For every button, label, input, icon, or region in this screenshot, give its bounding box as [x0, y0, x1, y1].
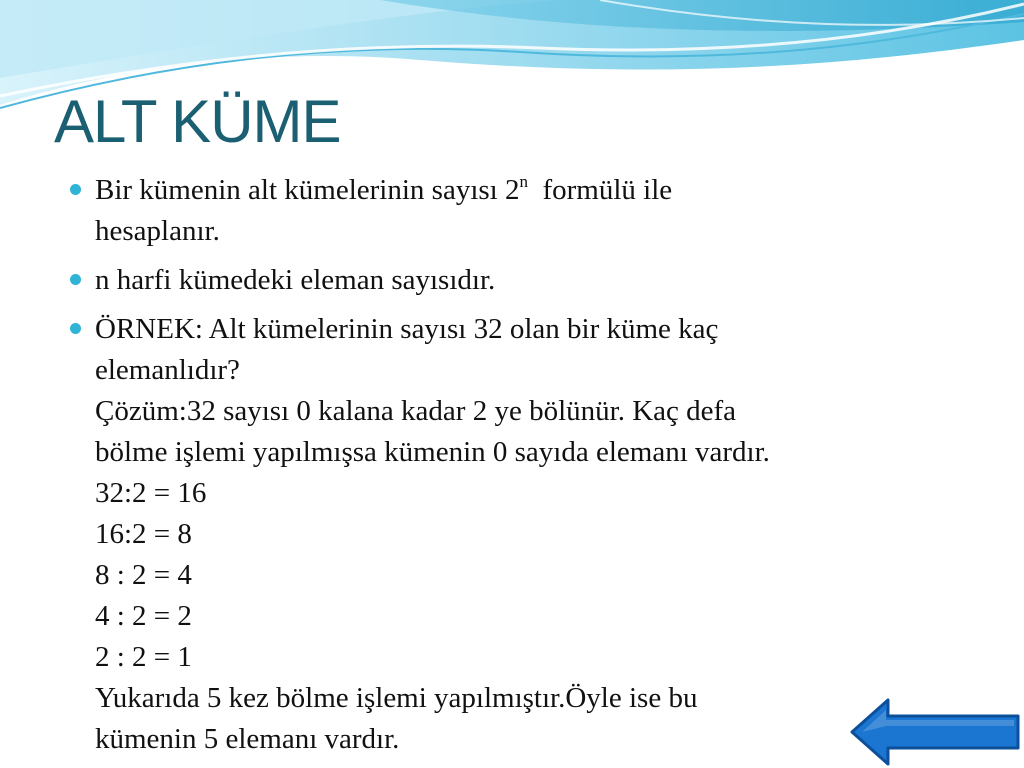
slide-body [70, 170, 950, 768]
bullet-text-line: n harfi kümedeki eleman sayısıdır. [95, 264, 496, 296]
division-step: 4 : 2 = 2 [95, 600, 192, 632]
bullet-text-line: hesaplanır. [95, 215, 220, 247]
bullet-item-example [70, 309, 950, 760]
bullet-icon [70, 274, 81, 285]
slide-title: ALT KÜME [54, 88, 341, 155]
bullet-item [70, 260, 950, 301]
superscript-exponent: n [519, 172, 528, 191]
division-step: 2 : 2 = 1 [95, 641, 192, 673]
bullet-item [70, 170, 950, 252]
conclusion-line: kümenin 5 elemanı vardır. [95, 723, 400, 755]
bullet-icon [70, 323, 81, 334]
bullet-text-line [95, 170, 950, 211]
division-step: 16:2 = 8 [95, 518, 192, 550]
bullet-text: Bir kümenin alt kümelerinin sayısı 2 [95, 174, 520, 206]
bullet-text: formülü ile [527, 174, 673, 206]
solution-line: bölme işlemi yapılmışsa kümenin 0 sayıda elemanı vardır. [95, 436, 770, 468]
example-question-line: ÖRNEK: Alt kümelerinin sayısı 32 olan bir küme kaç [95, 313, 719, 345]
conclusion-line: Yukarıda 5 kez bölme işlemi yapılmıştır.Öyle ise bu [95, 682, 698, 714]
division-step: 8 : 2 = 4 [95, 559, 192, 591]
solution-line: Çözüm:32 sayısı 0 kalana kadar 2 ye bölünür. Kaç defa [95, 395, 737, 427]
back-arrow-button[interactable] [848, 696, 1024, 768]
example-question-line: elemanlıdır? [95, 354, 240, 386]
bullet-icon [70, 184, 81, 195]
back-arrow-icon [852, 700, 1018, 764]
division-step: 32:2 = 16 [95, 477, 207, 509]
